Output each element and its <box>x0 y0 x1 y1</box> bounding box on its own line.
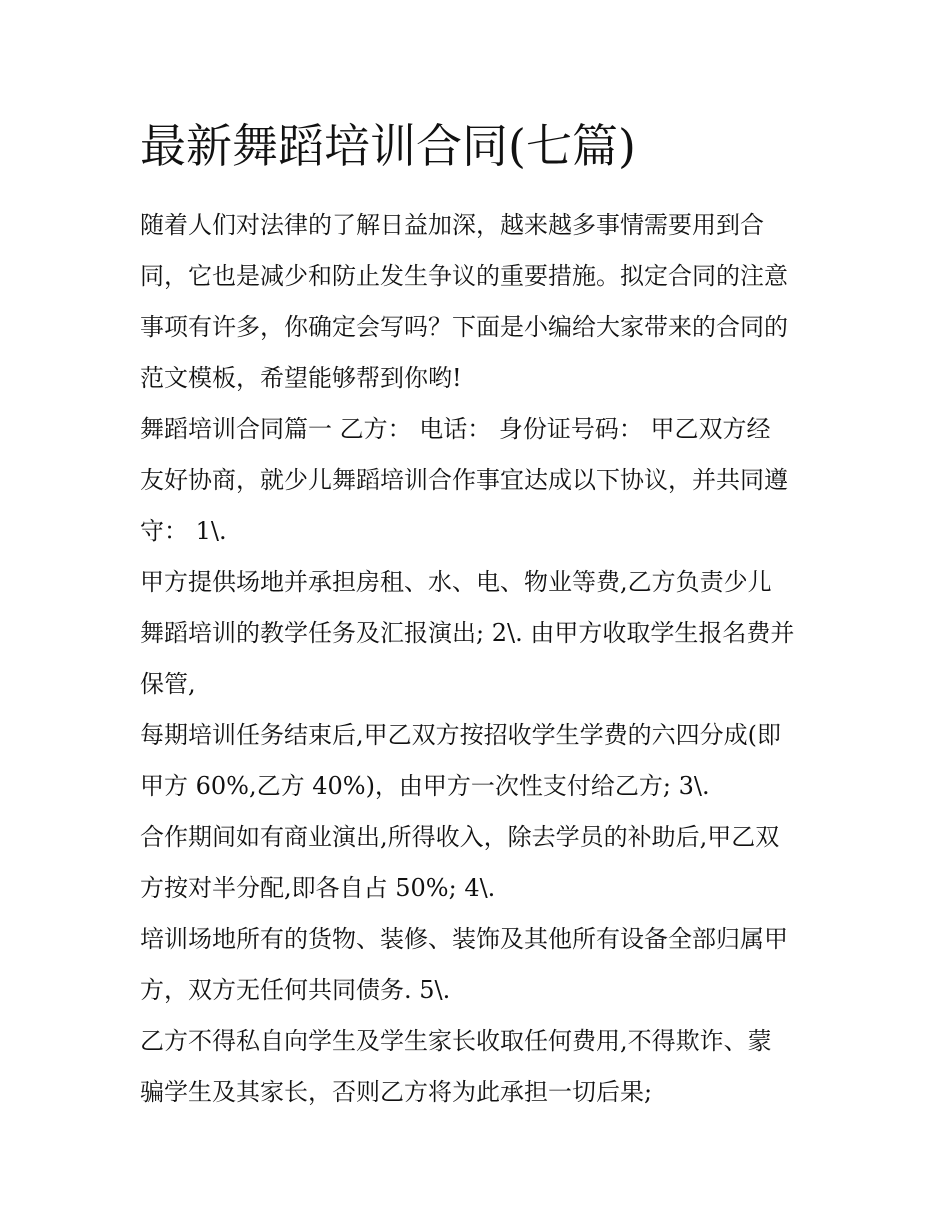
clause-paragraph <box>140 710 820 812</box>
text-line: 舞蹈培训的教学任务及汇报演出; 2\. 由甲方收取学生报名费并 <box>140 619 795 647</box>
text-line: 甲方提供场地并承担房租、水、电、物业等费,乙方负责少儿 <box>140 568 772 596</box>
contract-header-paragraph <box>140 404 820 557</box>
clause-paragraph <box>140 812 820 914</box>
text-line: 保管, <box>140 670 196 698</box>
text-line: 舞蹈培训合同篇一 乙方： 电话： 身份证号码： 甲乙双方经 <box>140 415 771 443</box>
text-line: 范文模板，希望能够帮到你哟! <box>140 364 462 392</box>
text-line: 友好协商，就少儿舞蹈培训合作事宜达成以下协议，并共同遵 <box>140 466 788 494</box>
text-line: 合作期间如有商业演出,所得收入，除去学员的补助后,甲乙双 <box>140 823 780 851</box>
text-line: 守： 1\. <box>140 517 227 545</box>
clause-paragraph <box>140 914 820 1016</box>
text-line: 方按对半分配,即各自占 50%; 4\. <box>140 874 496 902</box>
text-line: 骗学生及其家长，否则乙方将为此承担一切后果; <box>140 1078 653 1106</box>
text-line: 乙方不得私自向学生及学生家长收取任何费用,不得欺诈、蒙 <box>140 1027 772 1055</box>
text-line: 每期培训任务结束后,甲乙双方按招收学生学费的六四分成(即 <box>140 721 781 749</box>
text-line: 甲方 60%,乙方 40%)，由甲方一次性支付给乙方; 3\. <box>140 772 710 800</box>
text-line: 方，双方无任何共同债务. 5\. <box>140 976 451 1004</box>
text-line: 事项有许多，你确定会写吗？下面是小编给大家带来的合同的 <box>140 313 788 341</box>
text-line: 同，它也是减少和防止发生争议的重要措施。拟定合同的注意 <box>140 262 788 290</box>
intro-paragraph <box>140 200 820 404</box>
text-line: 随着人们对法律的了解日益加深，越来越多事情需要用到合 <box>140 211 764 239</box>
clause-paragraph <box>140 1016 820 1118</box>
document-body <box>140 200 820 1118</box>
clause-paragraph <box>140 557 820 710</box>
document-title: 最新舞蹈培训合同(七篇) <box>140 119 636 173</box>
text-line: 培训场地所有的货物、装修、装饰及其他所有设备全部归属甲 <box>140 925 788 953</box>
